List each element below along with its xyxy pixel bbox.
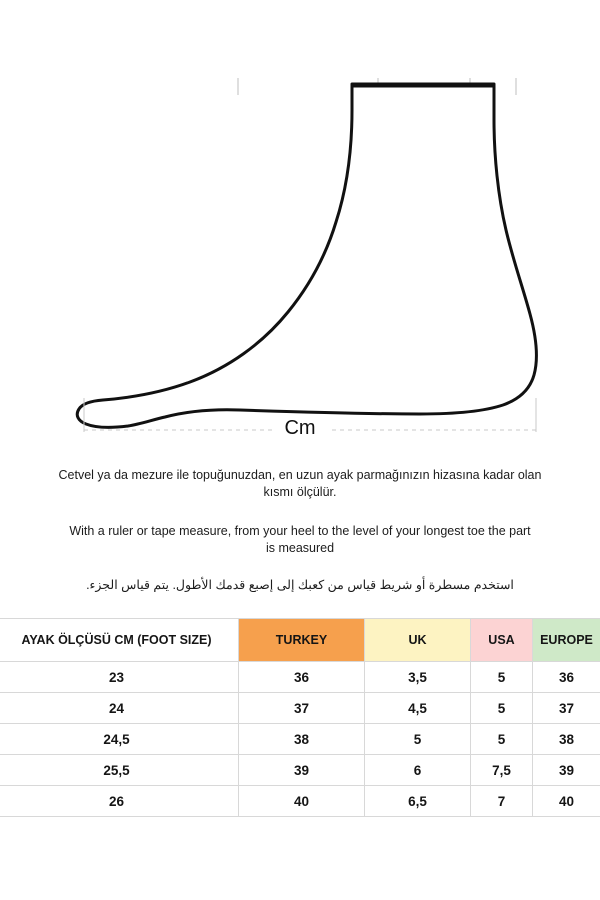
table-row [0, 662, 600, 693]
table-header-row [0, 619, 600, 662]
cell-europe: 36 [533, 662, 600, 693]
cell-uk: 5 [365, 724, 471, 755]
table-row [0, 724, 600, 755]
cell-usa: 5 [471, 662, 533, 693]
cell-turkey: 40 [239, 786, 365, 817]
cell-turkey: 36 [239, 662, 365, 693]
instructions-block [0, 455, 600, 593]
cell-turkey: 39 [239, 755, 365, 786]
foot-shape [77, 84, 536, 427]
cell-usa: 5 [471, 724, 533, 755]
cell-foot-size: 24,5 [0, 724, 239, 755]
cell-uk: 6 [365, 755, 471, 786]
cell-usa: 7,5 [471, 755, 533, 786]
cell-uk: 4,5 [365, 693, 471, 724]
header-uk: UK [365, 619, 471, 662]
table-row [0, 693, 600, 724]
cell-foot-size: 23 [0, 662, 239, 693]
header-usa: USA [471, 619, 533, 662]
cell-europe: 39 [533, 755, 600, 786]
cell-foot-size: 25,5 [0, 755, 239, 786]
cell-usa: 7 [471, 786, 533, 817]
instruction-arabic: استخدم مسطرة أو شريط قياس من كعبك إلى إصبع قدمك الأطول. يتم قياس الجزء. [86, 577, 514, 592]
table-row [0, 755, 600, 786]
header-europe: EUROPE [533, 619, 600, 662]
cm-label: Cm [284, 417, 316, 439]
cell-europe: 38 [533, 724, 600, 755]
instruction-turkish: Cetvel ya da mezure ile topuğunuzdan, en uzun ayak parmağınızın hizasına kadar olan kısmı ölçülür. [58, 468, 542, 499]
table-row [0, 786, 600, 817]
cell-uk: 3,5 [365, 662, 471, 693]
size-table [0, 618, 600, 817]
cell-europe: 40 [533, 786, 600, 817]
cell-europe: 37 [533, 693, 600, 724]
cell-foot-size: 26 [0, 786, 239, 817]
size-table-wrapper [0, 618, 600, 817]
cell-foot-size: 24 [0, 693, 239, 724]
header-turkey: TURKEY [239, 619, 365, 662]
header-foot-size: AYAK ÖLÇÜSÜ CM (FOOT SIZE) [0, 619, 239, 662]
instruction-english: With a ruler or tape measure, from your heel to the level of your longest toe the part is measured [69, 523, 531, 555]
cell-uk: 6,5 [365, 786, 471, 817]
cell-turkey: 37 [239, 693, 365, 724]
cell-turkey: 38 [239, 724, 365, 755]
cell-usa: 5 [471, 693, 533, 724]
